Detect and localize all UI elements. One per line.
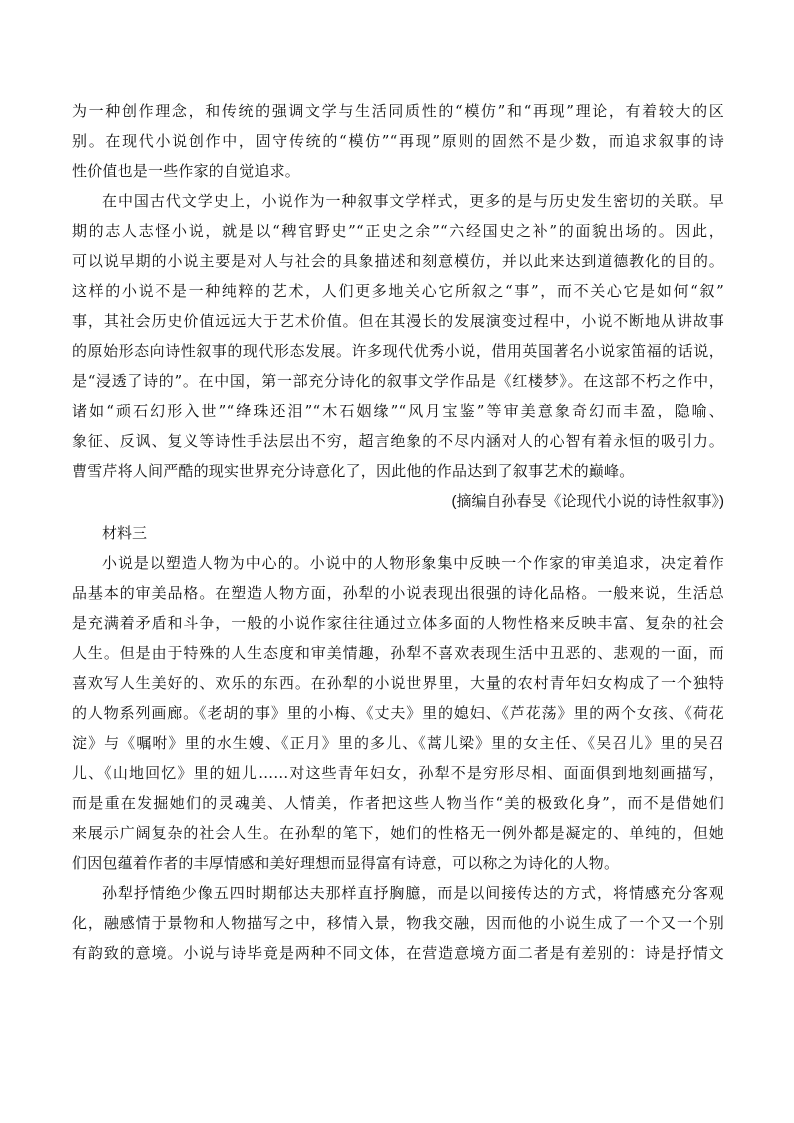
text-line: 期的志人志怪小说，就是以“稗官野史”“正史之余”“六经国史之补”的面貌出场的。因此， [72,222,724,240]
text-line: 们因包蕴着作者的丰厚情感和美好理想而显得富有诗意，可以称之为诗化的人物。 [72,854,620,872]
text-line: 性价值也是一些作家的自觉追求。 [72,162,301,180]
text-line: 小说是以塑造人物为中心的。小说中的人物形象集中反映一个作家的审美追求，决定着作 [102,554,724,572]
text-line: 淀》与《嘱咐》里的水生嫂、《正月》里的多儿、《蒿儿梁》里的女主任、《吴召儿》里的吴召 [72,734,724,752]
text-line: 是“浸透了诗的”。在中国，第一部充分诗化的叙事文学作品是《红楼梦》。在这部不朽之作中， [72,372,724,390]
text-line: 品基本的审美品格。在塑造人物方面，孙犁的小说表现出很强的诗化品格。一般来说，生活总 [72,584,724,602]
text-line: 事，其社会历史价值远远大于艺术价值。但在其漫长的发展演变过程中，小说不断地从讲故事 [72,312,724,330]
paragraph-lyricism [72,878,724,968]
paragraph-classical-novel [72,186,724,486]
text-line: 儿、《山地回忆》里的妞儿……对这些青年妇女，孙犁不是穷形尽相、面面俱到地刻画描写， [72,764,724,782]
text-line: 别。在现代小说创作中，固守传统的“模仿”“再现”原则的固然不是少数，而追求叙事的诗 [72,132,724,150]
text-line: 人生。但是由于特殊的人生态度和审美情趣，孙犁不喜欢表现生活中丑恶的、悲观的一面，而 [72,644,724,662]
text-line: 化，融感情于景物和人物描写之中，移情入景，物我交融，因而他的小说生成了一个又一个别 [72,914,724,932]
text-line: 喜欢写人生美好的、欢乐的东西。在孙犁的小说世界里，大量的农村青年妇女构成了一个独特 [72,674,724,692]
source-citation: (摘编自孙春旻《论现代小说的诗性叙事》) [451,493,724,510]
text-line: 曹雪芹将人间严酷的现实世界充分诗意化了，因此他的作品达到了叙事艺术的巅峰。 [72,462,635,480]
text-line: 孙犁抒情绝少像五四时期郁达夫那样直抒胸臆，而是以间接传达的方式，将情感充分客观 [102,884,724,902]
text-line: 可以说早期的小说主要是对人与社会的具象描述和刻意模仿，并以此来达到道德教化的目的。 [72,252,724,270]
document-page [72,96,724,968]
material-heading: 材料三 [102,524,148,542]
text-line: 诸如“顽石幻形入世”“绛珠还泪”“木石姻缘”“风月宝鉴”等审美意象奇幻而丰盈，隐喻、 [72,402,724,420]
text-line: 在中国古代文学史上，小说作为一种叙事文学样式，更多的是与历史发生密切的关联。早 [102,192,724,210]
text-line: 的人物系列画廊。《老胡的事》里的小梅、《丈夫》里的媳妇、《芦花荡》里的两个女孩、《荷花 [72,704,724,722]
text-line: 是充满着矛盾和斗争，一般的小说作家往往通过立体多面的人物性格来反映丰富、复杂的社会 [72,614,724,632]
text-line: 有韵致的意境。小说与诗毕竟是两种不同文体，在营造意境方面二者是有差别的：诗是抒情文 [72,944,724,962]
text-line: 的原始形态向诗性叙事的现代形态发展。许多现代优秀小说，借用英国著名小说家笛福的话说， [72,342,724,360]
paragraph-continuation [72,96,724,186]
text-line: 为一种创作理念，和传统的强调文学与生活同质性的“模仿”和“再现”理论，有着较大的区 [72,102,724,120]
text-line: 来展示广阔复杂的社会人生。在孙犁的笔下，她们的性格无一例外都是凝定的、单纯的，但她 [72,824,724,842]
text-line: 象征、反讽、复义等诗性手法层出不穷，超言绝象的不尽内涵对人的心智有着永恒的吸引力。 [72,432,724,450]
text-line: 而是重在发掘她们的灵魂美、人情美，作者把这些人物当作“美的极致化身”，而不是借她们 [72,794,724,812]
text-line: 这样的小说不是一种纯粹的艺术，人们更多地关心它所叙之“事”，而不关心它是如何“叙” [72,282,724,300]
paragraph-characters [72,548,724,878]
